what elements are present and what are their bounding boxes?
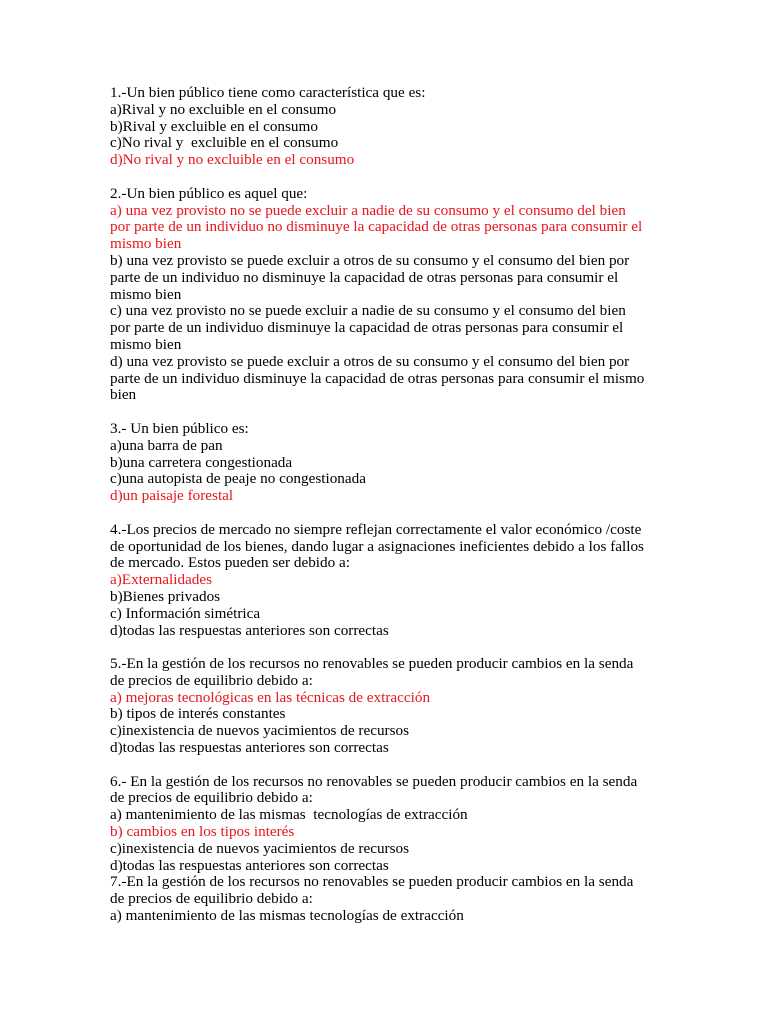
answer-option-line: c)una autopista de peaje no congestionada [110,470,366,488]
answer-option [110,807,760,824]
answer-option [110,908,760,925]
answer-option [110,455,760,472]
correct-answer-option [110,572,760,589]
question-stem-line: 5.-En la gestión de los recursos no renovables se pueden producir cambios en la senda [110,655,634,673]
answer-option-line: c) Información simétrica [110,604,261,622]
question-stem-line: 3.- Un bien público es: [110,419,249,437]
answer-option [110,119,760,136]
answer-option [110,135,760,152]
question-stem-line: de precios de equilibrio debido a: [110,890,313,908]
answer-option-line: mismo bien [110,285,182,303]
answer-option-line: c)inexistencia de nuevos yacimientos de recursos [110,839,410,857]
answer-option-line: d)todas las respuestas anteriores son correctas [110,856,389,874]
question-stem-line: de oportunidad de los bienes, dando lugar a asignaciones ineficientes debido a los fallos [110,537,644,555]
answer-option-line: b) cambios en los tipos interés [110,823,295,841]
answer-option-line: a)Rival y no excluible en el consumo [110,100,337,118]
answer-option-line: a) mantenimiento de las mismas tecnologías de extracción [110,907,464,925]
question-stem-line: 2.-Un bien público es aquel que: [110,184,308,202]
answer-option [110,354,760,404]
correct-answer-option [110,824,760,841]
answer-option-line: d)todas las respuestas anteriores son correctas [110,621,389,639]
answer-option-line: a)Externalidades [110,571,213,589]
answer-option-line: d)No rival y no excluible en el consumo [110,151,355,169]
answer-option-line: mismo bien [110,235,182,253]
question-stem-line: 7.-En la gestión de los recursos no renovables se pueden producir cambios en la senda [110,873,634,891]
answer-option-line: a)una barra de pan [110,436,223,454]
question-7 [110,874,760,924]
correct-answer-option [110,488,760,505]
answer-option [110,253,760,303]
question-stem-line: 6.- En la gestión de los recursos no renovables se pueden producir cambios en la senda [110,772,638,790]
answer-option [110,623,760,640]
answer-option [110,471,760,488]
answer-option [110,706,760,723]
answer-option [110,303,760,353]
question-stem-line: de precios de equilibrio debido a: [110,671,313,689]
answer-option [110,740,760,757]
answer-option-line: por parte de un individuo disminuye la capacidad de otras personas para consumir el [110,319,624,337]
answer-option-line: por parte de un individuo no disminuye la capacidad de otras personas para consumir el [110,218,643,236]
question-stem-line: de mercado. Estos pueden ser debido a: [110,554,350,572]
answer-option-line: c)No rival y excluible en el consumo [110,134,339,152]
answer-option-line: b) tipos de interés constantes [110,705,286,723]
answer-option-line: parte de un individuo disminuye la capacidad de otras personas para consumir el mismo [110,369,645,387]
correct-answer-option [110,152,760,169]
answer-option-line: d)todas las respuestas anteriores son correctas [110,739,389,757]
question-4 [110,522,760,640]
answer-option [110,438,760,455]
answer-option [110,102,760,119]
answer-option [110,589,760,606]
answer-option [110,858,760,875]
question-6 [110,774,760,875]
question-stem-line: de precios de equilibrio debido a: [110,789,313,807]
document-page [110,85,760,942]
correct-answer-option [110,690,760,707]
answer-option-line: a) una vez provisto no se puede excluir a nadie de su consumo y el consumo del bien [110,201,626,219]
answer-option-line: mismo bien [110,335,182,353]
answer-option-line: b) una vez provisto se puede excluir a otros de su consumo y el consumo del bien por [110,251,630,269]
answer-option-line: b)Bienes privados [110,587,221,605]
answer-option-line: bien [110,386,137,404]
answer-option-line: d) una vez provisto se puede excluir a otros de su consumo y el consumo del bien por [110,352,630,370]
answer-option-line: b)Rival y excluible en el consumo [110,117,318,135]
answer-option-line: c)inexistencia de nuevos yacimientos de recursos [110,722,410,740]
answer-option [110,606,760,623]
answer-option-line: c) una vez provisto no se puede excluir a nadie de su consumo y el consumo del bien [110,302,626,320]
correct-answer-option [110,203,760,253]
question-stem-line: 4.-Los precios de mercado no siempre reflejan correctamente el valor económico /coste [110,520,642,538]
answer-option-line: parte de un individuo no disminuye la capacidad de otras personas para consumir el [110,268,619,286]
question-5 [110,656,760,757]
question-3 [110,421,760,505]
question-2 [110,186,760,404]
answer-option-line: d)un paisaje forestal [110,487,234,505]
answer-option-line: a) mantenimiento de las mismas tecnologías de extracción [110,806,468,824]
answer-option [110,723,760,740]
question-stem-line: 1.-Un bien público tiene como característica que es: [110,84,426,101]
answer-option [110,841,760,858]
answer-option-line: a) mejoras tecnológicas en las técnicas de extracción [110,688,431,706]
answer-option-line: b)una carretera congestionada [110,453,293,471]
question-1 [110,85,760,169]
